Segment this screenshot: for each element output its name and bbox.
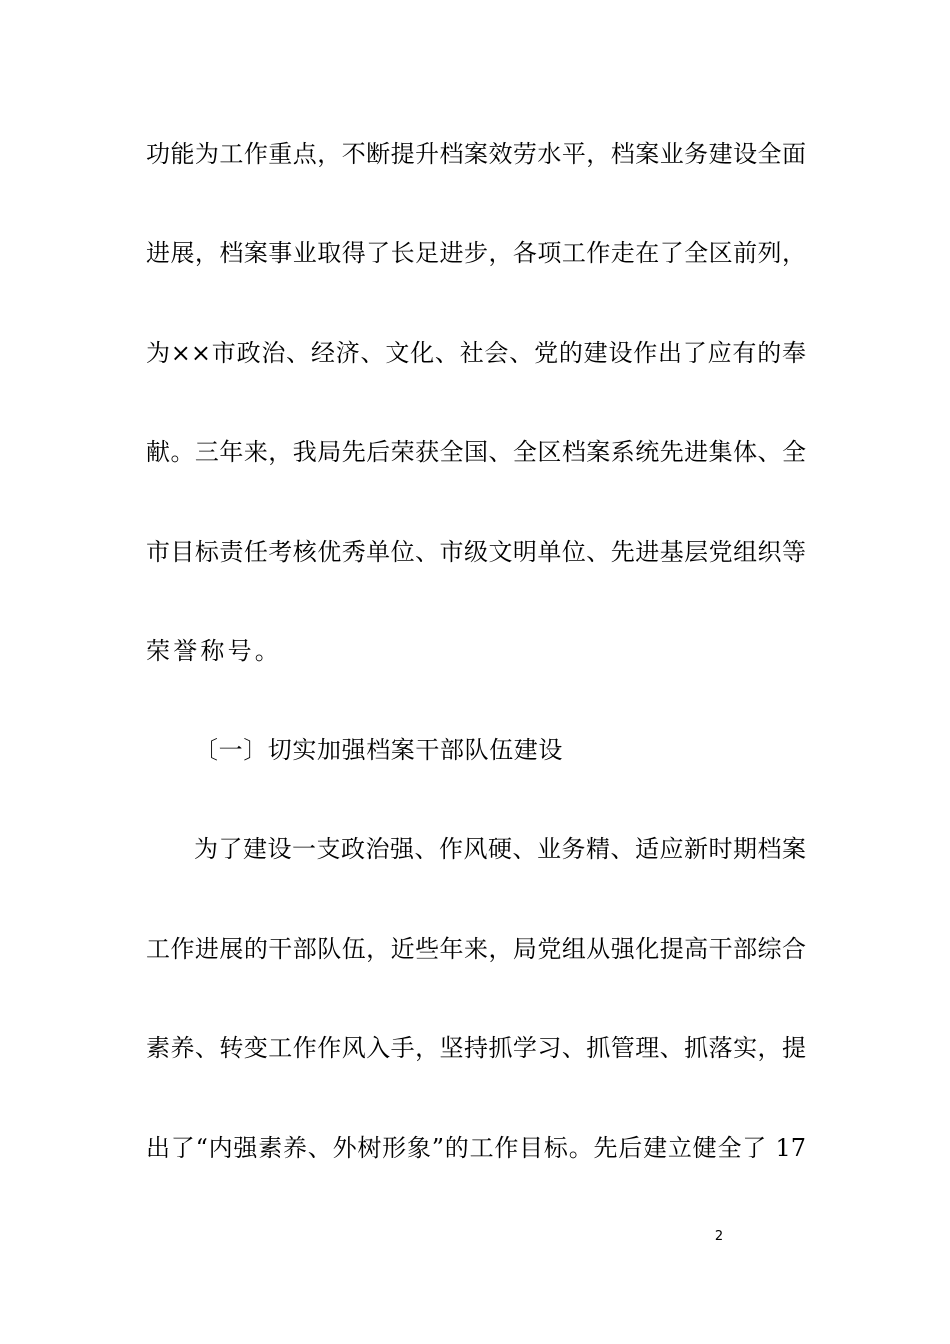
page-number-text: 2 bbox=[714, 1229, 724, 1244]
body-text-line: 献。三年来，我局先后荣获全国、全区档案系统先进集体、全 bbox=[146, 438, 806, 466]
body-text-line: 进展，档案事业取得了长足进步，各项工作走在了全区前列， bbox=[146, 239, 806, 267]
paragraph-text-line: 素养、转变工作作风入手，坚持抓学习、抓管理、抓落实，提 bbox=[146, 1034, 806, 1062]
page-number bbox=[0, 1229, 726, 1245]
paragraph-text-line: 出了“内强素养、外树形象”的工作目标。先后建立健全了 17 bbox=[146, 1134, 806, 1162]
body-text-line: 荣誉称号。 bbox=[146, 637, 282, 665]
body-text-line: 为××市政治、经济、文化、社会、党的建设作出了应有的奉 bbox=[146, 339, 806, 367]
body-text-line: 功能为工作重点，不断提升档案效劳水平，档案业务建设全面 bbox=[146, 140, 806, 168]
paragraph-text-line: 为了建设一支政治强、作风硬、业务精、适应新时期档案 bbox=[194, 835, 806, 863]
body-text-line: 市目标责任考核优秀单位、市级文明单位、先进基层党组织等 bbox=[146, 538, 806, 566]
section-heading: 〔一〕切实加强档案干部队伍建设 bbox=[194, 736, 563, 764]
paragraph-text-line: 工作进展的干部队伍，近些年来，局党组从强化提高干部综合 bbox=[146, 935, 806, 963]
